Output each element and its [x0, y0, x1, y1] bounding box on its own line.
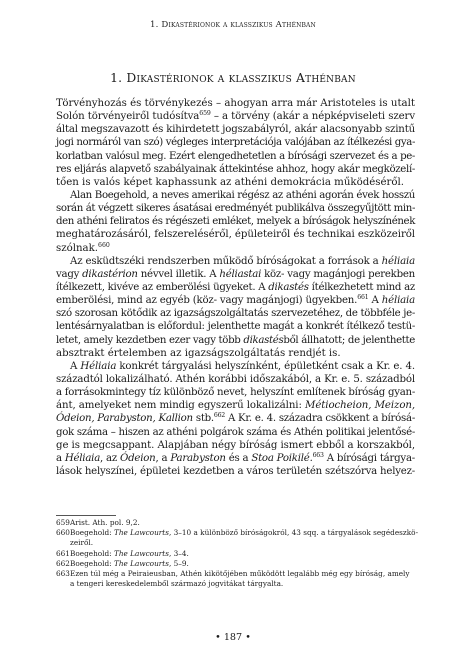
body-line	[56, 320, 415, 333]
text-run: ítélkezett, kivéve az emberölési ügyeket. A	[56, 281, 269, 293]
text-run: Alan Boegehold, a neves amerikai régész az athéni agorán évek hosszú	[70, 189, 415, 201]
text-run: Boegehold:	[70, 528, 114, 538]
body-line	[56, 242, 415, 255]
text-run: Solón törvényeiről tudósítva	[56, 111, 200, 123]
text-run: A	[70, 360, 81, 372]
footnote-number: 660	[56, 528, 70, 538]
body-line	[56, 412, 415, 425]
body-line	[56, 123, 415, 136]
body-text	[56, 97, 415, 478]
text-run: és a	[225, 452, 252, 464]
footnote-line	[56, 579, 415, 589]
body-line	[56, 360, 415, 373]
text-run: , 3–10 a különböző bíróságokról, 43 sqq. a tárgyalások segédeszkö-	[168, 528, 419, 538]
text-run: Métiocheion, Meizon,	[304, 400, 415, 412]
text-run: meghatározásáról, felszereléséről, épületeiről és technikai eszközeiről	[56, 229, 415, 241]
footnote-ref: 659	[199, 110, 211, 118]
text-run: tően is valós képet kaphassunk az athéni demokrácia működéséről.	[56, 176, 405, 188]
page-number: • 187 •	[215, 632, 251, 643]
text-run: során át végzett sikeres ásatásai eredményét publikálva összegyűjtött min-	[56, 203, 415, 215]
footnote-line	[56, 559, 415, 569]
body-line	[56, 347, 415, 360]
text-run: A	[368, 295, 382, 307]
text-run: Törvényhozás és törvénykezés – ahogyan arra már Aristoteles is utalt	[56, 98, 415, 109]
body-line	[56, 110, 415, 123]
body-line	[56, 202, 415, 215]
body-line	[56, 176, 415, 189]
text-run: Héliaia	[64, 452, 101, 464]
footnote-ref: 661	[357, 294, 369, 302]
text-run: héliastai	[219, 268, 262, 280]
text-run: Az esküdtszéki rendszerben működő bíróságokat a források a	[70, 255, 382, 267]
text-run: által megszavazott és kihirdetett jogszabályról, akár alacsonyabb szintű	[56, 124, 415, 136]
text-run: lentésárnyalatban is előfordul: jelenthette magát a konkrét ítélkező testü-	[56, 321, 415, 333]
footnote-number: 663	[56, 568, 70, 578]
body-line	[56, 426, 415, 439]
text-run: szó szorosan kötődik az igazságszolgáltatás szervezetéhez, de többféle je-	[56, 308, 415, 320]
footnote-number: 662	[56, 558, 70, 568]
text-run: gok száma – hiszen az athéni polgárok száma és Athén politikai jelentősé-	[56, 426, 415, 438]
text-run: korlatban valósul meg. Ezért elengedhetetlen a bírósági szervezet és a pe-	[56, 150, 415, 162]
footnote-line	[56, 518, 415, 528]
text-run: lások helyszínei, épületei kezdetben a város területén szétszórva helyez-	[56, 465, 415, 477]
section-title: 1. Dikastérionok a klasszikus Athénban	[110, 71, 356, 85]
body-line	[56, 215, 415, 228]
text-run: névvel illetik. A	[137, 268, 220, 280]
text-run: , 5–9.	[168, 558, 189, 568]
text-run: Ódeion, Parabyston, Kallion	[56, 413, 193, 425]
text-run: , a	[155, 452, 171, 464]
text-run: ge is megcsappant. Alapjában négy bíróság ismert ebből a korszakból,	[56, 439, 415, 451]
footnote-number: 659	[56, 518, 70, 527]
footnote-number: 661	[56, 548, 70, 558]
text-run: ből állhatott; de jelenthette	[283, 334, 415, 346]
text-run: , 3–4.	[168, 548, 189, 558]
text-run: stb.	[192, 413, 214, 425]
text-run: jogi normáról van szó) végleges interpretációja valójában az ítélkezési gya-	[56, 137, 415, 149]
body-line	[56, 163, 415, 176]
body-line	[56, 373, 415, 386]
body-line	[56, 268, 415, 281]
body-line	[56, 189, 415, 202]
body-line	[56, 399, 415, 412]
text-run: héliaia	[381, 295, 416, 307]
text-run: letet, amely kezdetben ezer vagy több	[56, 334, 244, 346]
text-run: szólnak.	[56, 242, 99, 254]
text-run: ánt, amelyeket nem mindig egyszerű lokalizálni:	[56, 400, 305, 412]
text-run: Parabyston	[170, 452, 226, 464]
body-line	[56, 228, 415, 241]
body-line	[56, 136, 415, 149]
body-line	[56, 386, 415, 399]
text-run: Boegehold:	[70, 548, 114, 558]
text-run: zeiről.	[70, 538, 94, 548]
body-line	[56, 255, 415, 268]
body-line	[56, 150, 415, 163]
text-run: Boegehold:	[70, 558, 114, 568]
text-run: a tengeri kereskedelemből származó jogvitákat tárgyalta.	[70, 579, 284, 589]
body-line	[56, 294, 415, 307]
footnotes	[56, 515, 419, 589]
text-run: dikastés	[268, 281, 309, 293]
text-run: den athéni feliratos és régészeti emléket, melyek a bíróságok helyszínének	[56, 216, 415, 228]
text-run: Arist. Ath. pol. 9,2.	[70, 518, 140, 527]
running-head: 1. Dikastérionok a klasszikus Athénban	[150, 20, 316, 30]
text-run: konkrét tárgyalási helyszínként, épületként csak a Kr. e. 4.	[116, 360, 415, 372]
body-line	[56, 439, 415, 452]
text-run: dikastés	[243, 334, 284, 346]
body-line	[56, 97, 415, 110]
footnote-line	[56, 569, 415, 579]
text-run: A bírósági tárgya-	[323, 452, 415, 464]
text-run: absztrakt értelemben az igazságszolgáltatás rendjét is.	[56, 347, 341, 359]
footnote-rule	[56, 515, 116, 516]
body-line	[56, 465, 415, 478]
text-run: The Lawcourts	[113, 558, 169, 568]
text-run: a forrásokmintegy tíz különböző nevet, helyszínt említenek bíróság gyan-	[56, 387, 415, 399]
text-run: a	[56, 452, 65, 464]
text-run: res eljárás alapvető szabályainak áttekintése ahhoz, hogy akár megközelí-	[56, 163, 415, 175]
text-run: vagy	[56, 268, 83, 280]
text-run: századtól lokalizálható. Athén korábbi időszakából, a Kr. e. 5. századból	[56, 373, 415, 385]
text-run: – a törvény (akár a népképviseleti szerv	[210, 111, 415, 123]
text-run: Héliaia	[80, 360, 117, 372]
text-run: The Lawcourts	[113, 528, 169, 538]
text-run: dikastérion	[82, 268, 138, 280]
footnote-ref: 660	[98, 241, 110, 249]
text-run: .	[309, 452, 313, 464]
text-run: ítélkezhetett mind az	[308, 281, 415, 293]
text-run: Ezen túl még a Peiraieusban, Athén kikötőjében működött legalább még egy bíróság, amely	[70, 568, 410, 578]
text-run: The Lawcourts	[113, 548, 169, 558]
text-run: , az	[100, 452, 121, 464]
footnote-line	[56, 538, 415, 548]
text-run: emberölési, mind az egyéb (köz- vagy magánjogi) ügyekben.	[56, 295, 358, 307]
text-run: Ódeion	[120, 452, 156, 464]
text-run: Stoa Poikilé	[251, 452, 310, 464]
body-line	[56, 281, 415, 294]
text-run: héliaia	[381, 255, 415, 267]
text-run: A Kr. e. 4. századra csökkent a bírósá-	[224, 413, 416, 425]
body-line	[56, 334, 415, 347]
footnote-ref: 662	[213, 412, 225, 420]
footnote-line	[56, 549, 415, 559]
footnote-ref: 663	[312, 451, 324, 459]
body-line	[56, 452, 415, 465]
text-run: köz- vagy magánjogi perekben	[261, 268, 415, 280]
body-line	[56, 307, 415, 320]
footnote-line	[56, 528, 419, 538]
